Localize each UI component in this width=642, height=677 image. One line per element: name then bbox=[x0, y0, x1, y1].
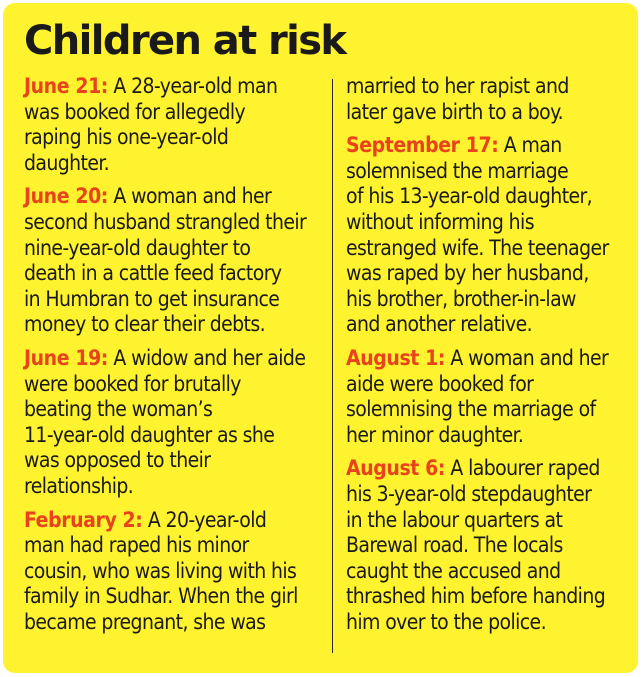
entry-text: A woman and her bbox=[107, 184, 272, 209]
entry-september-17 bbox=[346, 133, 636, 338]
entry-line: solemnising the marriage of bbox=[346, 397, 596, 422]
entry-line: 11-year-old daughter as she bbox=[24, 422, 275, 447]
entry-line bbox=[346, 133, 636, 159]
entry-line bbox=[346, 346, 636, 372]
entry-february-2-continued bbox=[346, 74, 636, 125]
entry-august-6 bbox=[346, 456, 636, 635]
entry-line: estranged wife. The teenager bbox=[346, 235, 609, 260]
entry-line: nine-year-old daughter to bbox=[24, 235, 251, 260]
entry-date: June 19: bbox=[24, 345, 108, 370]
entry-february-2 bbox=[24, 508, 324, 636]
panel-title: Children at risk bbox=[24, 18, 346, 64]
entry-line: thrashed him before handing bbox=[346, 584, 606, 609]
entry-june-21 bbox=[24, 74, 324, 176]
entry-text: A labourer raped bbox=[445, 456, 600, 481]
entry-line bbox=[24, 184, 324, 210]
entry-line: later gave birth to a boy. bbox=[346, 99, 564, 124]
entry-line: in Humbran to get insurance bbox=[24, 286, 280, 311]
entry-june-20 bbox=[24, 184, 324, 338]
entry-date: August 6: bbox=[346, 456, 446, 481]
entry-line: was opposed to their bbox=[24, 448, 211, 473]
entry-line: raping his one-year-old bbox=[24, 125, 229, 150]
entry-line: Barewal road. The locals bbox=[346, 533, 563, 558]
entry-line: caught the accused and bbox=[346, 558, 561, 583]
entry-line bbox=[24, 346, 324, 372]
entry-line: second husband strangled their bbox=[24, 209, 307, 234]
entry-line: aide were booked for bbox=[346, 371, 534, 396]
entry-date: September 17: bbox=[346, 133, 499, 158]
entry-line: married to her rapist and bbox=[346, 74, 569, 98]
entry-line: man had raped his minor bbox=[24, 533, 249, 558]
column-divider bbox=[332, 79, 333, 653]
right-column bbox=[346, 74, 636, 643]
entry-line: daughter. bbox=[24, 150, 109, 175]
yellow-panel bbox=[3, 3, 638, 673]
entry-text: A man bbox=[498, 133, 562, 158]
entry-line: him over to the police. bbox=[346, 609, 546, 634]
entry-line: her minor daughter. bbox=[346, 422, 524, 447]
entry-line: his brother, brother-in-law bbox=[346, 286, 576, 311]
entry-line: became pregnant, she was bbox=[24, 609, 266, 634]
entry-line: of his 13-year-old daughter, bbox=[346, 184, 593, 209]
entry-text: A widow and her aide bbox=[107, 345, 306, 370]
entry-august-1 bbox=[346, 346, 636, 448]
entry-date: June 21: bbox=[24, 74, 108, 98]
entry-text: A 20-year-old bbox=[142, 507, 267, 532]
entry-text: A 28-year-old man bbox=[107, 74, 278, 98]
entry-line bbox=[24, 508, 324, 534]
entry-line: was booked for allegedly bbox=[24, 99, 246, 124]
entry-line: relationship. bbox=[24, 473, 134, 498]
entry-date: August 1: bbox=[346, 345, 446, 370]
left-column bbox=[24, 74, 324, 643]
entry-line: solemnised the marriage bbox=[346, 158, 569, 183]
entry-line: cousin, who was living with his bbox=[24, 558, 297, 583]
entry-line bbox=[24, 74, 324, 100]
entry-line: without informing his bbox=[346, 209, 534, 234]
entry-line: in the labour quarters at bbox=[346, 507, 563, 532]
entry-date: June 20: bbox=[24, 184, 108, 209]
entry-line: death in a cattle feed factory bbox=[24, 261, 282, 286]
entry-line bbox=[346, 456, 636, 482]
entry-june-19 bbox=[24, 346, 324, 500]
entry-line: family in Sudhar. When the girl bbox=[24, 584, 298, 609]
entry-line: and another relative. bbox=[346, 312, 533, 337]
entry-line: beating the woman’s bbox=[24, 397, 213, 422]
entry-text: A woman and her bbox=[445, 345, 609, 370]
entry-line: were booked for brutally bbox=[24, 371, 241, 396]
entry-date: February 2: bbox=[24, 507, 143, 532]
entry-line: his 3-year-old stepdaughter bbox=[346, 481, 592, 506]
entry-line: was raped by her husband, bbox=[346, 261, 589, 286]
entry-line: money to clear their debts. bbox=[24, 312, 265, 337]
